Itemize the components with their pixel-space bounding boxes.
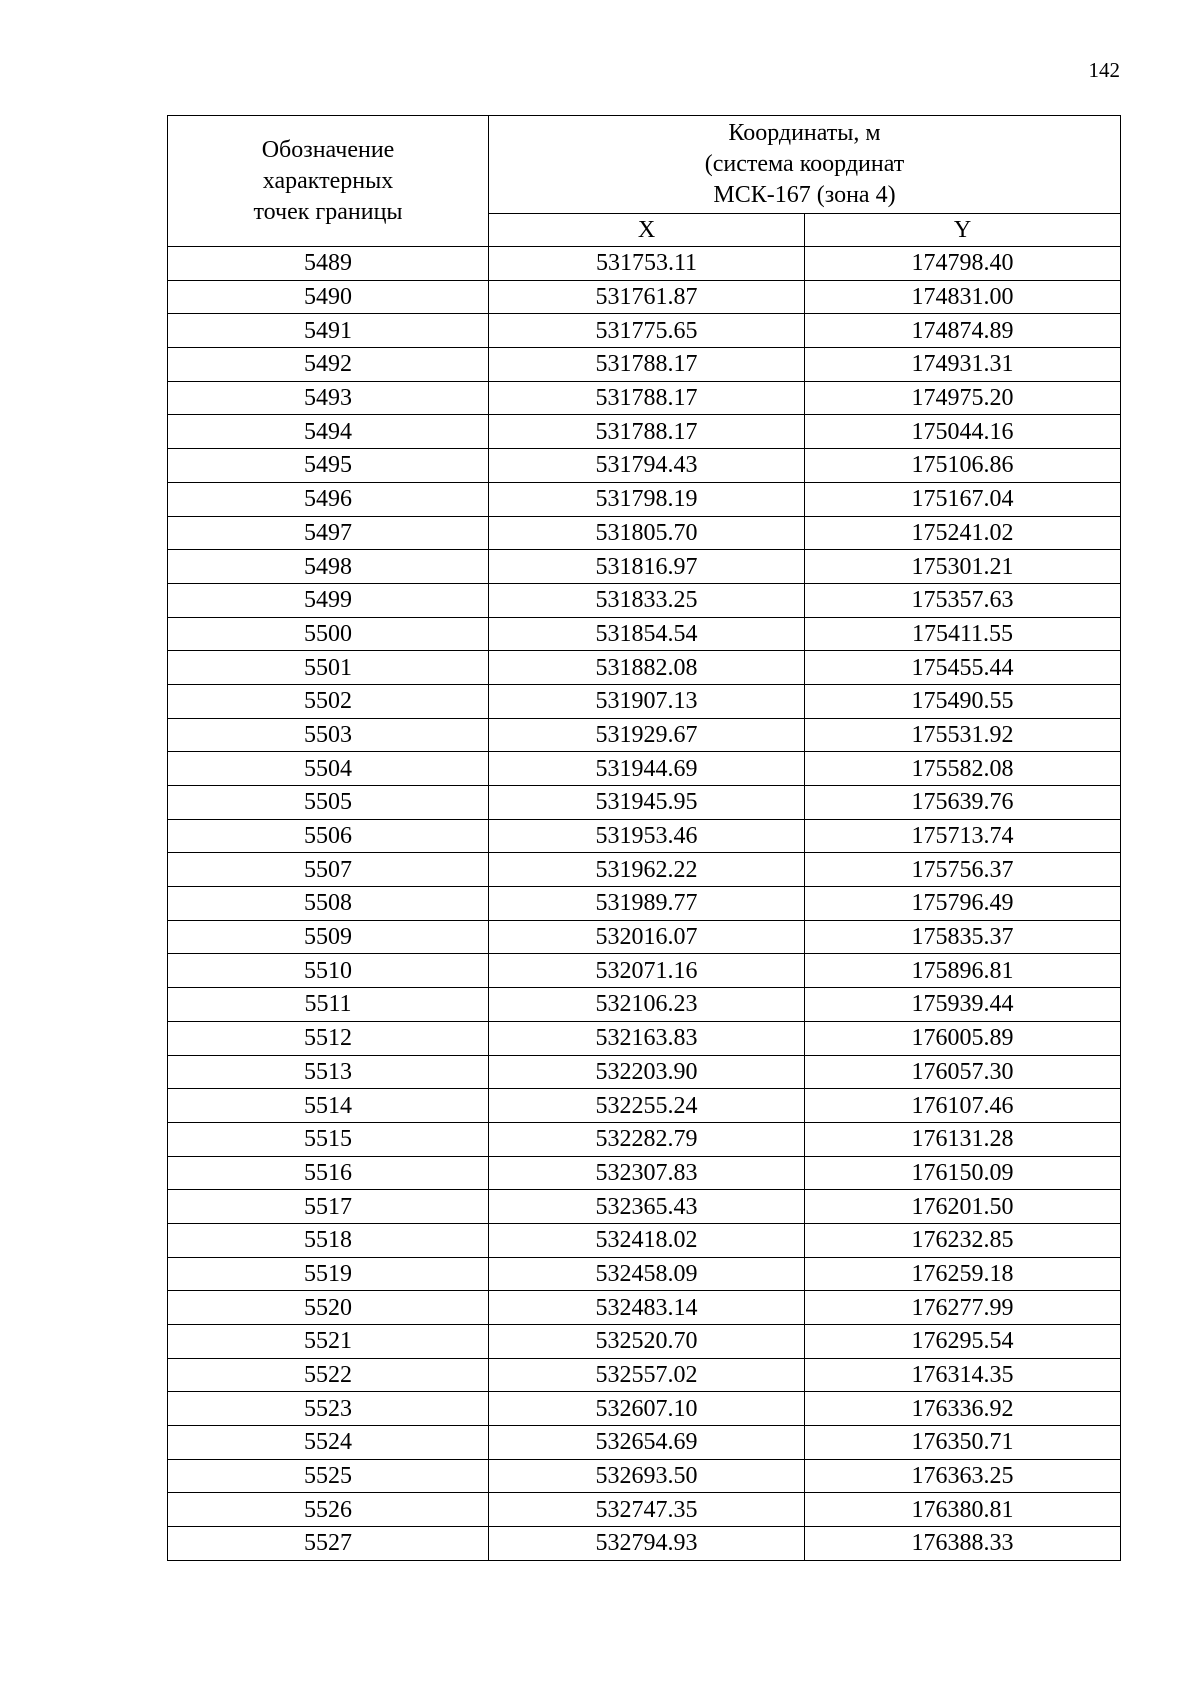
cell-x: 532794.93 <box>489 1527 805 1561</box>
cell-point: 5505 <box>168 786 489 820</box>
table-row <box>168 1122 1121 1156</box>
header-y: Y <box>805 214 1121 247</box>
cell-y: 175241.02 <box>805 516 1121 550</box>
cell-x: 531929.67 <box>489 718 805 752</box>
cell-point: 5523 <box>168 1392 489 1426</box>
cell-point: 5498 <box>168 550 489 584</box>
cell-x: 531989.77 <box>489 887 805 921</box>
cell-y: 175167.04 <box>805 482 1121 516</box>
cell-point: 5497 <box>168 516 489 550</box>
cell-y: 176107.46 <box>805 1089 1121 1123</box>
table-row <box>168 988 1121 1022</box>
table-row <box>168 1156 1121 1190</box>
cell-point: 5524 <box>168 1426 489 1460</box>
table-row <box>168 482 1121 516</box>
cell-point: 5509 <box>168 920 489 954</box>
cell-point: 5518 <box>168 1223 489 1257</box>
cell-y: 175713.74 <box>805 819 1121 853</box>
cell-point: 5496 <box>168 482 489 516</box>
cell-point: 5490 <box>168 280 489 314</box>
cell-x: 531854.54 <box>489 617 805 651</box>
cell-point: 5502 <box>168 684 489 718</box>
table-row <box>168 247 1121 281</box>
cell-y: 176150.09 <box>805 1156 1121 1190</box>
cell-y: 176259.18 <box>805 1257 1121 1291</box>
cell-x: 532520.70 <box>489 1325 805 1359</box>
cell-point: 5517 <box>168 1190 489 1224</box>
cell-x: 532016.07 <box>489 920 805 954</box>
cell-x: 531882.08 <box>489 651 805 685</box>
cell-y: 175582.08 <box>805 752 1121 786</box>
cell-y: 175044.16 <box>805 415 1121 449</box>
cell-x: 532307.83 <box>489 1156 805 1190</box>
table-row <box>168 314 1121 348</box>
table-body <box>168 247 1121 1561</box>
table-row <box>168 1190 1121 1224</box>
cell-x: 531788.17 <box>489 348 805 382</box>
cell-x: 531953.46 <box>489 819 805 853</box>
header-point-designation: Обозначение характерных точек границы <box>168 116 489 247</box>
cell-point: 5508 <box>168 887 489 921</box>
cell-x: 531945.95 <box>489 786 805 820</box>
cell-x: 532106.23 <box>489 988 805 1022</box>
cell-point: 5489 <box>168 247 489 281</box>
cell-y: 176380.81 <box>805 1493 1121 1527</box>
cell-y: 175490.55 <box>805 684 1121 718</box>
header-coordinates: Координаты, м (система координат МСК-167 (зона 4) <box>489 116 1121 214</box>
cell-point: 5516 <box>168 1156 489 1190</box>
cell-point: 5499 <box>168 583 489 617</box>
table-row <box>168 1392 1121 1426</box>
table-row <box>168 718 1121 752</box>
cell-x: 532203.90 <box>489 1055 805 1089</box>
cell-y: 175106.86 <box>805 449 1121 483</box>
cell-point: 5520 <box>168 1291 489 1325</box>
cell-point: 5493 <box>168 381 489 415</box>
table-row <box>168 1493 1121 1527</box>
cell-y: 174831.00 <box>805 280 1121 314</box>
cell-y: 175531.92 <box>805 718 1121 752</box>
cell-y: 175455.44 <box>805 651 1121 685</box>
cell-x: 531788.17 <box>489 381 805 415</box>
cell-x: 532163.83 <box>489 1021 805 1055</box>
cell-y: 176057.30 <box>805 1055 1121 1089</box>
cell-point: 5522 <box>168 1358 489 1392</box>
cell-y: 174975.20 <box>805 381 1121 415</box>
cell-x: 531962.22 <box>489 853 805 887</box>
cell-x: 532255.24 <box>489 1089 805 1123</box>
table-row <box>168 1021 1121 1055</box>
cell-y: 176363.25 <box>805 1459 1121 1493</box>
cell-x: 531816.97 <box>489 550 805 584</box>
table-row <box>168 920 1121 954</box>
cell-x: 532557.02 <box>489 1358 805 1392</box>
cell-x: 531907.13 <box>489 684 805 718</box>
cell-point: 5495 <box>168 449 489 483</box>
cell-y: 174798.40 <box>805 247 1121 281</box>
cell-y: 174874.89 <box>805 314 1121 348</box>
cell-y: 176336.92 <box>805 1392 1121 1426</box>
table-row <box>168 1291 1121 1325</box>
cell-x: 531833.25 <box>489 583 805 617</box>
cell-y: 176350.71 <box>805 1426 1121 1460</box>
cell-point: 5500 <box>168 617 489 651</box>
cell-point: 5513 <box>168 1055 489 1089</box>
cell-x: 532654.69 <box>489 1426 805 1460</box>
table-row <box>168 348 1121 382</box>
table-row <box>168 449 1121 483</box>
cell-point: 5512 <box>168 1021 489 1055</box>
cell-y: 176295.54 <box>805 1325 1121 1359</box>
cell-point: 5515 <box>168 1122 489 1156</box>
cell-point: 5521 <box>168 1325 489 1359</box>
cell-x: 532607.10 <box>489 1392 805 1426</box>
table-row <box>168 550 1121 584</box>
cell-point: 5503 <box>168 718 489 752</box>
table-row <box>168 280 1121 314</box>
table-row <box>168 1089 1121 1123</box>
table-row <box>168 1055 1121 1089</box>
cell-y: 176201.50 <box>805 1190 1121 1224</box>
table-row <box>168 887 1121 921</box>
cell-y: 175756.37 <box>805 853 1121 887</box>
table-row <box>168 415 1121 449</box>
table-row <box>168 1426 1121 1460</box>
cell-x: 531944.69 <box>489 752 805 786</box>
cell-y: 175835.37 <box>805 920 1121 954</box>
cell-y: 176314.35 <box>805 1358 1121 1392</box>
cell-point: 5491 <box>168 314 489 348</box>
table-row <box>168 1459 1121 1493</box>
table-row <box>168 684 1121 718</box>
cell-point: 5511 <box>168 988 489 1022</box>
coordinates-table <box>167 115 1121 1561</box>
cell-x: 531805.70 <box>489 516 805 550</box>
header-x: X <box>489 214 805 247</box>
cell-x: 531788.17 <box>489 415 805 449</box>
cell-y: 175357.63 <box>805 583 1121 617</box>
table-row <box>168 381 1121 415</box>
cell-x: 532458.09 <box>489 1257 805 1291</box>
cell-y: 176131.28 <box>805 1122 1121 1156</box>
table-row <box>168 583 1121 617</box>
cell-x: 531761.87 <box>489 280 805 314</box>
table-row <box>168 1358 1121 1392</box>
cell-y: 176005.89 <box>805 1021 1121 1055</box>
cell-y: 176232.85 <box>805 1223 1121 1257</box>
table-row <box>168 1527 1121 1561</box>
cell-y: 175896.81 <box>805 954 1121 988</box>
cell-y: 175639.76 <box>805 786 1121 820</box>
cell-point: 5526 <box>168 1493 489 1527</box>
table-row <box>168 1325 1121 1359</box>
cell-y: 175411.55 <box>805 617 1121 651</box>
cell-y: 176277.99 <box>805 1291 1121 1325</box>
table-row <box>168 651 1121 685</box>
table-row <box>168 1223 1121 1257</box>
cell-x: 532693.50 <box>489 1459 805 1493</box>
cell-y: 176388.33 <box>805 1527 1121 1561</box>
cell-y: 175301.21 <box>805 550 1121 584</box>
cell-y: 175939.44 <box>805 988 1121 1022</box>
table-row <box>168 752 1121 786</box>
cell-x: 531775.65 <box>489 314 805 348</box>
cell-y: 175796.49 <box>805 887 1121 921</box>
cell-y: 174931.31 <box>805 348 1121 382</box>
table-row <box>168 1257 1121 1291</box>
cell-point: 5510 <box>168 954 489 988</box>
cell-point: 5519 <box>168 1257 489 1291</box>
cell-x: 532071.16 <box>489 954 805 988</box>
table-row <box>168 617 1121 651</box>
table-row <box>168 853 1121 887</box>
cell-point: 5527 <box>168 1527 489 1561</box>
cell-point: 5514 <box>168 1089 489 1123</box>
cell-point: 5525 <box>168 1459 489 1493</box>
table-row <box>168 516 1121 550</box>
table-row <box>168 786 1121 820</box>
cell-x: 532282.79 <box>489 1122 805 1156</box>
cell-x: 531794.43 <box>489 449 805 483</box>
page-number: 142 <box>1088 58 1120 82</box>
cell-point: 5501 <box>168 651 489 685</box>
cell-point: 5504 <box>168 752 489 786</box>
table-row <box>168 819 1121 853</box>
cell-point: 5506 <box>168 819 489 853</box>
cell-point: 5494 <box>168 415 489 449</box>
cell-x: 532418.02 <box>489 1223 805 1257</box>
table-row <box>168 954 1121 988</box>
cell-point: 5507 <box>168 853 489 887</box>
cell-x: 532747.35 <box>489 1493 805 1527</box>
cell-x: 531753.11 <box>489 247 805 281</box>
cell-point: 5492 <box>168 348 489 382</box>
cell-x: 532365.43 <box>489 1190 805 1224</box>
table-header <box>168 116 1121 247</box>
cell-x: 532483.14 <box>489 1291 805 1325</box>
cell-x: 531798.19 <box>489 482 805 516</box>
